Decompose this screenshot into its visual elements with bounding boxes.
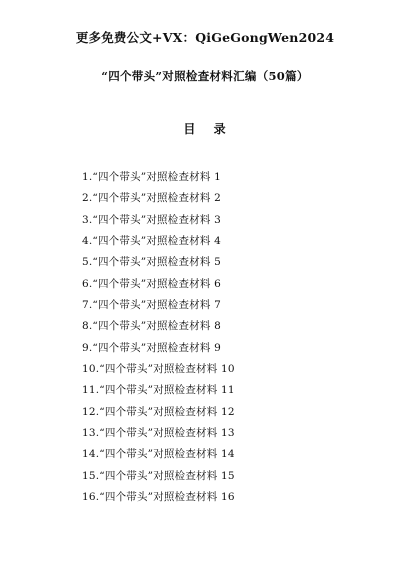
toc-item[interactable]: 6.“四个带头”对照检查材料 6 [82,277,221,290]
toc-item[interactable]: 11.“四个带头”对照检查材料 11 [82,384,235,397]
toc-item[interactable]: 1.“四个带头”对照检查材料 1 [82,171,221,183]
toc-item[interactable]: 13.“四个带头”对照检查材料 13 [82,427,235,440]
toc-item[interactable]: 15.“四个带头”对照检查材料 15 [82,469,235,482]
document-title: “四个带头”对照检查材料汇编（50篇） [101,69,309,83]
table-of-contents [82,167,235,509]
toc-item[interactable]: 9.“四个带头”对照检查材料 9 [82,341,221,354]
toc-item[interactable]: 14.“四个带头”对照检查材料 14 [82,448,235,461]
toc-item[interactable]: 5.“四个带头”对照检查材料 5 [82,256,221,269]
toc-item[interactable]: 16.“四个带头”对照检查材料 16 [82,491,235,504]
toc-item[interactable]: 3.“四个带头”对照检查材料 3 [82,213,221,226]
toc-item[interactable]: 10.“四个带头”对照检查材料 10 [82,363,235,376]
promo-header: 更多免费公文+VX：QiGeGongWen2024 [75,30,335,45]
toc-item[interactable]: 12.“四个带头”对照检查材料 12 [82,405,235,418]
toc-heading: 目 录 [183,122,233,136]
toc-item[interactable]: 7.“四个带头”对照检查材料 7 [82,299,221,312]
toc-item[interactable]: 2.“四个带头”对照检查材料 2 [82,192,221,205]
toc-item[interactable]: 4.“四个带头”对照检查材料 4 [82,235,221,248]
toc-item[interactable]: 8.“四个带头”对照检查材料 8 [82,320,221,333]
